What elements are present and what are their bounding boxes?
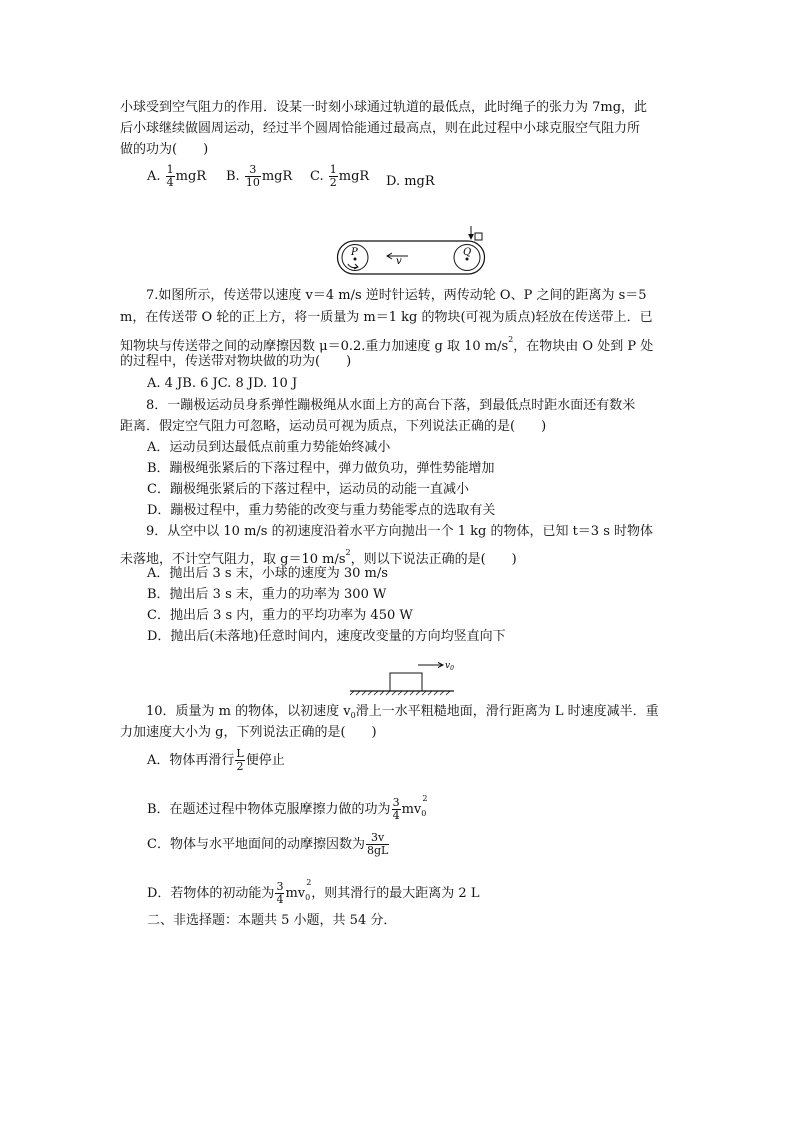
q10-option-b: B．在题述过程中物体克服摩擦力做的功为 $\frac{3}{4}$ $mv_0^2$	[147, 794, 428, 822]
q6-option-a-fraction: $\frac{1}{4}$	[166, 163, 174, 189]
label-p: P	[351, 247, 358, 258]
q10-line-2: 力加速度大小为 g，下列说法正确的是( )	[120, 725, 377, 740]
q6-stem-line-2: 后小球继续做圆周运动，经过半个圆周恰能通过最高点，则在此过程中小球克服空气阻力所	[120, 121, 641, 136]
q7-line-4: 的过程中，传送带对物块做的功为( )	[120, 354, 352, 369]
q6-option-b: B. $\frac{3}{10}$ mgR	[226, 163, 293, 189]
q8-option-c: C．蹦极绳张紧后的下落过程中，运动员的动能一直减小	[147, 482, 469, 497]
q6-option-b-fraction: $\frac{3}{10}$	[245, 163, 260, 189]
q8-option-d: D．蹦极过程中，重力势能的改变与重力势能零点的选取有关	[147, 503, 496, 518]
sliding-block	[390, 673, 422, 691]
q6-option-d: D. mgR	[386, 174, 435, 189]
conveyor-belt-figure	[330, 226, 490, 280]
q6-option-c-fraction: $\frac{1}{2}$	[329, 163, 337, 189]
q10-line-1: 10．质量为 m 的物体，以初速度 $v_0$滑上一水平粗糙地面，滑行距离为 L 时速度减半．重	[146, 704, 659, 720]
q7-line-1: 7.如图所示，传送带以速度 v＝4 m/s 逆时针运转，两传动轮 O、P 之间的距离为 s＝5	[146, 288, 647, 303]
q6-option-a: A. $\frac{1}{4}$ mgR	[147, 163, 207, 189]
q8-option-a: A．运动员到达最低点前重力势能始终减小	[147, 440, 391, 455]
q9-line-1: 9．从空中以 10 m/s 的初速度沿着水平方向抛出一个 1 kg 的物体，已知 t＝3 s 时物体	[146, 524, 654, 539]
label-v0: $v_0$	[445, 661, 454, 672]
q10-option-c: C．物体与水平地面间的动摩擦因数为 $\frac{3v}{8gL}$	[147, 831, 389, 857]
q10-option-c-fraction: $\frac{3v}{8gL}$	[366, 831, 389, 857]
q10-option-d-fraction: $\frac{3}{4}$	[276, 880, 284, 906]
q10-option-b-fraction: $\frac{3}{4}$	[392, 796, 400, 822]
q7-line-3: 知物块与传送带之间的动摩擦因数 μ＝0.2.重力加速度 g 取 10 $m/s^2$，在物块由 O 处到 P 处	[120, 335, 654, 354]
q9-option-d: D．抛出后(未落地)任意时间内，速度改变量的方向均竖直向下	[147, 629, 506, 644]
q8-option-b: B．蹦极绳张紧后的下落过程中，弹力做负功，弹性势能增加	[147, 461, 495, 476]
q8-line-1: 8．一蹦极运动员身系弹性蹦极绳从水面上方的高台下落，到最低点时距水面还有数米	[146, 398, 636, 413]
q9-option-b: B．抛出后 3 s 末，重力的功率为 300 W	[147, 587, 387, 602]
q6-option-c: C. $\frac{1}{2}$ mgR	[310, 163, 370, 189]
q8-line-2: 距离．假定空气阻力可忽略，运动员可视为质点，下列说法正确的是( )	[120, 419, 547, 434]
rotation-arrowhead	[354, 264, 358, 269]
q9-option-c: C．抛出后 3 s 内，重力的平均功率为 450 W	[147, 608, 413, 623]
section-two-heading: 二、非选择题：本题共 5 小题，共 54 分．	[147, 913, 397, 928]
q10-option-a-fraction: $\frac{L}{2}$	[236, 747, 244, 773]
label-v: v	[396, 256, 402, 267]
q7-line-2: m，在传送带 O 轮的正上方，将一质量为 m＝1 kg 的物块(可视为质点)轻放在传送带上．已	[120, 310, 653, 325]
q10-option-a: A．物体再滑行 $\frac{L}{2}$ 便停止	[147, 747, 285, 773]
q6-stem-line-1: 小球受到空气阻力的作用．设某一时刻小球通过轨道的最低点，此时绳子的张力为 7mg，此	[120, 100, 648, 115]
label-q: Q	[463, 247, 472, 258]
q7-options: A. 4 JB. 6 JC. 8 JD. 10 J	[147, 376, 298, 391]
drop-arrowhead	[469, 234, 474, 239]
sliding-block-figure	[350, 656, 460, 696]
small-block	[475, 233, 482, 240]
q6-stem-line-3: 做的功为( )	[120, 142, 209, 157]
q9-option-a: A．抛出后 3 s 末，小球的速度为 30 m/s	[147, 566, 388, 581]
q9-line-2: 未落地，不计空气阻力，取 g＝10 $m/s^2$，则以下说法正确的是( )	[120, 548, 517, 567]
q10-option-d: D．若物体的初动能为 $\frac{3}{4}$ $mv_0^2$，则其滑行的最大距离为 2 L	[147, 878, 480, 906]
